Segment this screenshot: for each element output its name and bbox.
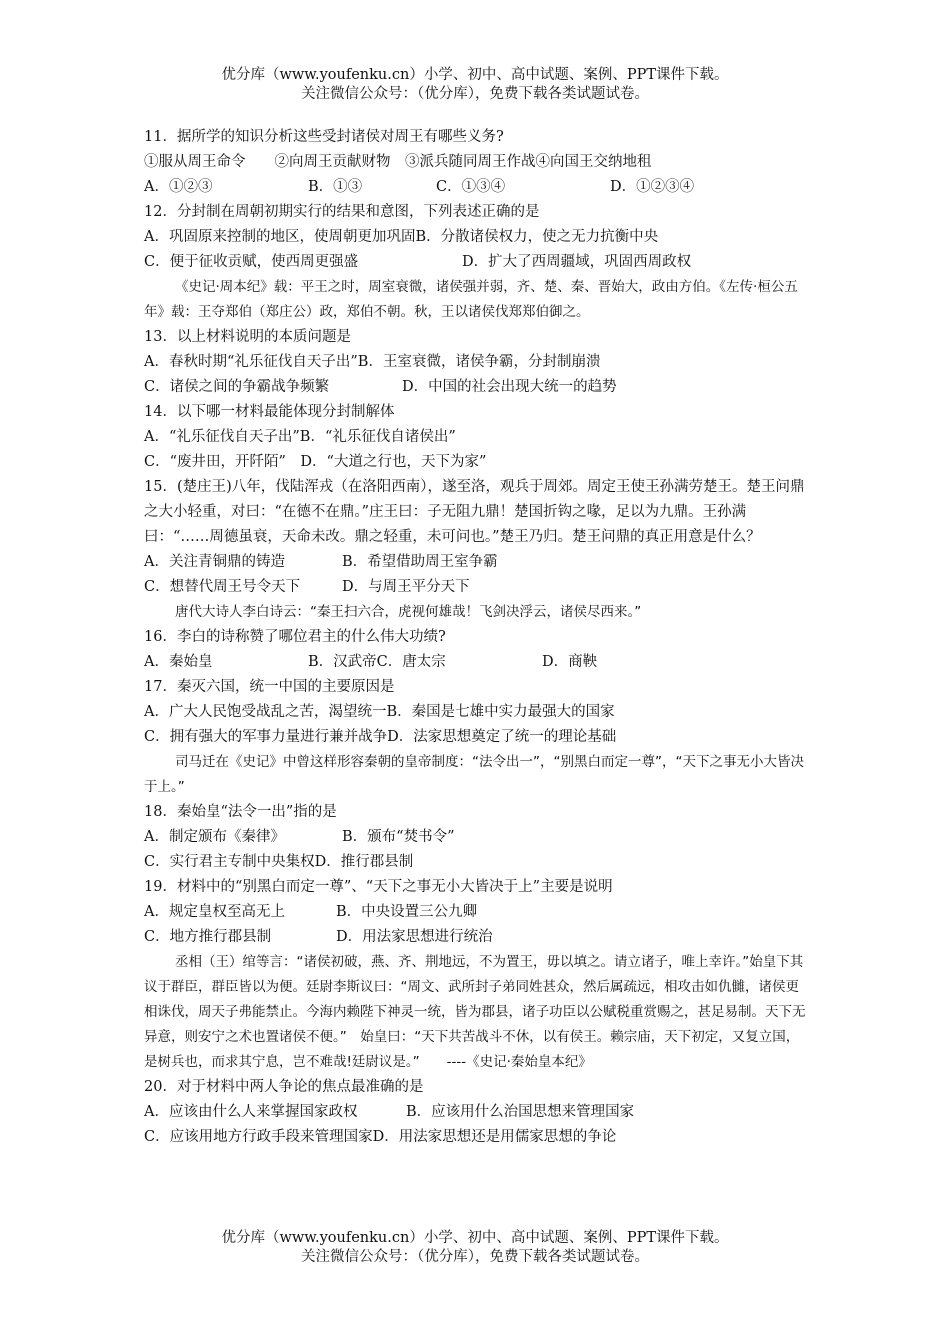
page-header [0, 66, 950, 104]
q19-options-ab [144, 900, 809, 925]
page-footer [0, 1229, 950, 1267]
q11-option-d: D．①②③④ [610, 179, 695, 195]
q13-option-c: C．诸侯之间的争霸战争频繁 [144, 379, 330, 395]
q16-option-bc: B．汉武帝C．唐太宗 [308, 654, 446, 670]
q11-option-c: C．①③④ [436, 179, 506, 195]
q16-option-d: D．商鞅 [542, 654, 598, 670]
q19-option-b: B．中央设置三公九卿 [336, 904, 478, 920]
q19-option-c: C．地方推行郡县制 [144, 929, 272, 945]
q17-options-ab: A．广大人民饱受战乱之苦，渴望统一B．秦国是七雄中实力最强大的国家 [144, 704, 615, 720]
footer-line-2: 关注微信公众号：（优分库），免费下载各类试题试卷。 [301, 1249, 649, 1265]
q11-items: ①服从周王命令 ②向周王贡献财物 ③派兵随同周王作战④向国王交纳地租 [144, 154, 652, 170]
q11-option-b: B．①③ [308, 179, 363, 195]
passage-1: 《史记·周本纪》载：平王之时，周室衰微，诸侯强并弱，齐、楚、秦、晋始大，政由方伯。《左传·桓公五年》载：王夺郑伯（郑庄公）政，郑伯不朝。秋，王以诸侯伐郑郑伯御之。 [144, 279, 798, 320]
q13-option-d: D．中国的社会出现大统一的趋势 [402, 379, 617, 395]
q19-option-d: D．用法家思想进行统治 [336, 929, 493, 945]
header-line-2: 关注微信公众号：（优分库），免费下载各类试题试卷。 [301, 86, 649, 102]
q18-stem: 18．秦始皇“法令一出”指的是 [144, 804, 337, 820]
passage-2: 唐代大诗人李白诗云：“秦王扫六合，虎视何雄哉！飞剑决浮云，诸侯尽西来。” [175, 604, 642, 620]
q19-options-cd [144, 925, 809, 950]
q15-option-c: C．想替代周王号令天下 [144, 579, 301, 595]
passage-3: 司马迁在《史记》中曾这样形容秦朝的皇帝制度：“法令出一”，“别黑白而定一尊”，“天下之事无小大皆决于上。” [144, 754, 804, 795]
q15-options-cd [144, 575, 809, 600]
q18-options-cd: C．实行君主专制中央集权D．推行郡县制 [144, 854, 414, 870]
q16-options [144, 650, 809, 675]
footer-line-1: 优分库（www.youfenku.cn）小学、初中、高中试题、案例、PPT课件下载。 [221, 1230, 729, 1246]
document-body [144, 125, 809, 1150]
q15-option-a: A．关注青铜鼎的铸造 [144, 554, 285, 570]
q18-options-ab [144, 825, 809, 850]
q11-option-a: A．①②③ [144, 179, 213, 195]
q12-options-ab: A．巩固原来控制的地区，使周朝更加巩固B．分散诸侯权力，使之无力抗衡中央 [144, 229, 659, 245]
q14-options-cd: C．“废井田，开阡陌” D．“大道之行也，天下为家” [144, 454, 487, 470]
q15-text: 15．(楚庄王)八年，伐陆浑戎（在洛阳西南），遂至洛，观兵于周郊。周定王使王孙满劳楚王。楚王问鼎之大小轻重，对曰：“在德不在鼎。”庄王曰：子无阻九鼎！楚国折钩之喙，足以为九鼎。王孙满曰：“……周德虽衰，天命未改。鼎之轻重，未可问也。”楚王乃归。楚王问鼎的真正用意是什么？ [144, 479, 805, 545]
q16-stem: 16．李白的诗称赞了哪位君主的什么伟大功绩? [144, 629, 446, 645]
passage-4: 丞相（王）绾等言：“诸侯初破，燕、齐、荆地远，不为置王，毋以填之。请立诸子，唯上幸许。”始皇下其议于群臣，群臣皆以为便。廷尉李斯议曰：“周文、武所封子弟同姓甚众，然后属疏远，相攻击如仇雠，诸侯更相诛伐，周天子弗能禁止。今海内赖陛下神灵一统，皆为郡县，诸子功臣以公赋税重赏赐之，甚足易制。天下无异意，则安宁之术也置诸侯不便。” 始皇曰：“天下共苦战斗不休，以有侯王。赖宗庙，天下初定，又复立国，是树兵也，而求其宁息，岂不难哉!廷尉议是。” ----《史记·秦始皇本纪》 [144, 954, 806, 1070]
q19-stem: 19．材料中的“别黑白而定一尊”、“天下之事无小大皆决于上”主要是说明 [144, 879, 613, 895]
q12-stem: 12．分封制在周朝初期实行的结果和意图，下列表述正确的是 [144, 204, 540, 220]
q18-option-b: B．颁布“焚书令” [342, 829, 455, 845]
q13-stem: 13．以上材料说明的本质问题是 [144, 329, 351, 345]
q20-options-cd: C．应该用地方行政手段来管理国家D．用法家思想还是用儒家思想的争论 [144, 1129, 617, 1145]
q11-stem: 11．据所学的知识分析这些受封诸侯对周王有哪些义务? [144, 129, 504, 145]
q17-stem: 17．秦灭六国，统一中国的主要原因是 [144, 679, 395, 695]
q15-option-d: D．与周王平分天下 [342, 579, 470, 595]
q14-options-ab: A．“礼乐征伐自天子出”B．“礼乐征伐自诸侯出” [144, 429, 456, 445]
q11-options [144, 175, 809, 200]
q18-option-a: A．制定颁布《秦律》 [144, 829, 285, 845]
q14-stem: 14．以下哪一材料最能体现分封制解体 [144, 404, 395, 420]
q19-option-a: A．规定皇权至高无上 [144, 904, 285, 920]
q17-options-cd: C．拥有强大的军事力量进行兼并战争D．法家思想奠定了统一的理论基础 [144, 729, 617, 745]
q20-stem: 20．对于材料中两人争论的焦点最准确的是 [144, 1079, 424, 1095]
q12-option-d: D．扩大了西周疆域，巩固西周政权 [462, 254, 692, 270]
q12-option-c: C．便于征收贡赋，使西周更强盛 [144, 254, 359, 270]
q13-options-cd [144, 375, 809, 400]
q12-options-cd [144, 250, 809, 275]
q15-option-b: B．希望借助周王室争霸 [342, 554, 498, 570]
q20-options-ab [144, 1100, 809, 1125]
header-line-1: 优分库（www.youfenku.cn）小学、初中、高中试题、案例、PPT课件下载。 [221, 67, 729, 83]
q13-options-ab: A．春秋时期“礼乐征伐自天子出”B．王室衰微，诸侯争霸，分封制崩溃 [144, 354, 601, 370]
q20-option-b: B．应该用什么治国思想来管理国家 [406, 1104, 635, 1120]
q16-option-a: A．秦始皇 [144, 654, 213, 670]
q20-option-a: A．应该由什么人来掌握国家政权 [144, 1104, 358, 1120]
q15-options-ab [144, 550, 809, 575]
